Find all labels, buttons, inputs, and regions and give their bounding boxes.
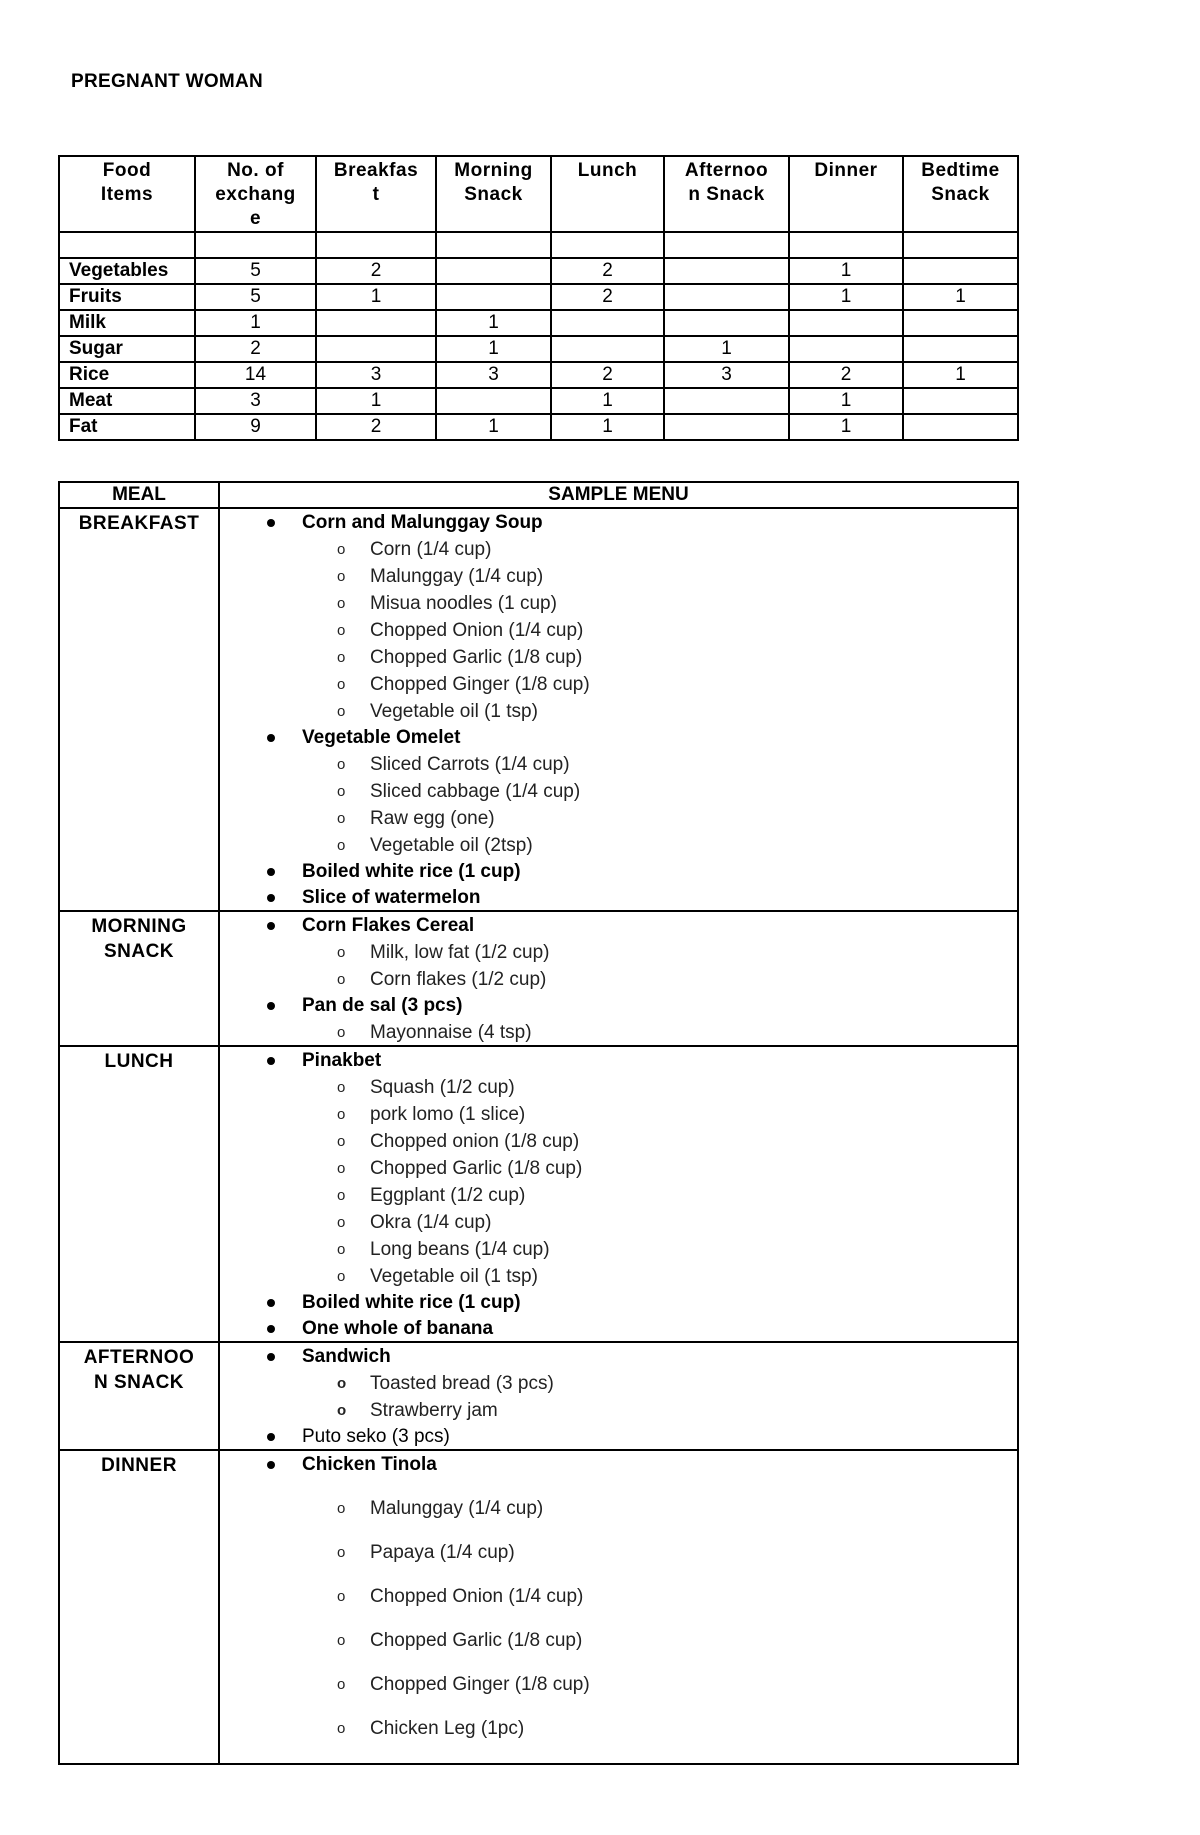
table-cell [59,232,195,258]
circle-bullet-icon: o [337,1544,346,1561]
ingredient-label: Chopped Onion (1/4 cup) [370,620,584,641]
table-row [59,414,1018,440]
ingredient-label: Sliced Carrots (1/4 cup) [370,754,570,775]
bullet-icon [267,868,275,876]
ingredient-label: Misua noodles (1 cup) [370,593,557,614]
exchange-value-cell: 1 [789,284,903,310]
meal-row [59,1046,1018,1342]
ingredient-item [60,1540,1017,1565]
meal-name-line: N SNACK [93,1372,185,1393]
bullet-icon [267,922,275,930]
exchange-value-cell: 1 [316,284,436,310]
exchange-header-line: No. of [227,160,284,181]
circle-bullet-icon: o [337,1106,346,1123]
exchange-value-cell: 2 [316,258,436,284]
ingredient-label: Vegetable oil (1 tsp) [370,1266,538,1287]
ingredient-label: Chicken Leg (1pc) [370,1718,525,1739]
ingredient-label: Corn (1/4 cup) [370,539,492,560]
circle-bullet-icon: o [337,1268,346,1285]
exchange-table-header-row [59,156,1018,232]
spacer [220,1741,1017,1763]
menu-item [60,1344,1017,1369]
exchange-value-cell: 1 [316,388,436,414]
menu-item-label: Boiled white rice (1 cup) [302,861,521,882]
circle-bullet-icon: o [337,1160,346,1177]
ingredient-label: Malunggay (1/4 cup) [370,566,544,587]
ingredient-label: Raw egg (one) [370,808,495,829]
table-cell [551,232,664,258]
circle-bullet-icon: o [337,622,346,639]
ingredient-label: Eggplant (1/2 cup) [370,1185,526,1206]
exchange-value-cell: 2 [551,258,664,284]
exchange-value-cell: 1 [436,310,551,336]
ingredient-label: Chopped Ginger (1/8 cup) [370,1674,590,1695]
exchange-value-cell [551,336,664,362]
exchange-value-cell [903,310,1018,336]
meal-row [59,1450,1018,1764]
menu-item [60,1290,1017,1315]
ingredient-label: Mayonnaise (4 tsp) [370,1022,532,1043]
ingredient-item [60,1371,1017,1396]
circle-bullet-icon: o [337,676,346,693]
exchange-header-line: n Snack [688,184,765,205]
menu-item [60,859,1017,884]
circle-bullet-icon: o [337,541,346,558]
circle-bullet-icon: o [337,1632,346,1649]
exchange-value-cell [664,258,789,284]
meal-name-line: DINNER [101,1455,177,1476]
food-item-cell: Milk [59,310,195,336]
exchange-value-cell: 1 [436,414,551,440]
food-item-cell: Fat [59,414,195,440]
exchange-value-cell: 9 [195,414,316,440]
circle-bullet-icon: o [337,1214,346,1231]
exchange-value-cell [789,310,903,336]
ingredient-item [60,1129,1017,1154]
circle-bullet-icon: o [337,1187,346,1204]
exchange-header-line: Food [102,160,152,181]
exchange-header-line: Lunch [577,160,638,181]
exchange-header-line: Items [100,184,154,205]
exchange-value-cell [903,414,1018,440]
bullet-icon [267,519,275,527]
circle-bullet-icon: o [337,1588,346,1605]
meal-row [59,1342,1018,1450]
ingredient-item [60,591,1017,616]
ingredient-label: Vegetable oil (2tsp) [370,835,533,856]
exchange-header-cell [195,156,316,232]
table-cell [903,232,1018,258]
circle-bullet-icon: o [337,810,346,827]
circle-bullet-icon: o [337,837,346,854]
exchange-value-cell: 1 [903,284,1018,310]
exchange-header-line: Breakfas [333,160,419,181]
menu-item-label: Slice of watermelon [302,887,481,908]
ingredient-label: Chopped Onion (1/4 cup) [370,1586,584,1607]
ingredient-label: pork lomo (1 slice) [370,1104,526,1125]
exchange-value-cell: 5 [195,284,316,310]
exchange-value-cell: 2 [551,362,664,388]
menu-item-label: Chicken Tinola [302,1454,437,1475]
bullet-icon [267,1325,275,1333]
circle-bullet-icon: o [337,1375,347,1392]
table-row [59,258,1018,284]
circle-bullet-icon: o [337,1079,346,1096]
exchange-value-cell [551,310,664,336]
menu-item-label: One whole of banana [302,1318,494,1339]
menu-item [60,1424,1017,1449]
table-cell [316,232,436,258]
exchange-value-cell [436,258,551,284]
sample-menu-cell [219,508,1018,911]
ingredient-label: Papaya (1/4 cup) [370,1542,515,1563]
exchange-value-cell [436,284,551,310]
circle-bullet-icon: o [337,944,346,961]
table-row [59,336,1018,362]
circle-bullet-icon: o [337,1133,346,1150]
circle-bullet-icon: o [337,649,346,666]
ingredient-item [60,537,1017,562]
exchange-value-cell: 1 [551,414,664,440]
ingredient-label: Milk, low fat (1/2 cup) [370,942,550,963]
menu-item [60,1048,1017,1073]
exchange-header-line: Afternoo [684,160,769,181]
circle-bullet-icon: o [337,1241,346,1258]
table-row [59,362,1018,388]
ingredient-label: Squash (1/2 cup) [370,1077,515,1098]
menu-item-label: Corn Flakes Cereal [302,915,475,936]
ingredient-item [60,1075,1017,1100]
exchange-value-cell: 3 [316,362,436,388]
meal-row [59,508,1018,911]
exchange-value-cell: 1 [903,362,1018,388]
ingredient-label: Long beans (1/4 cup) [370,1239,550,1260]
ingredient-label: Chopped Garlic (1/8 cup) [370,1158,583,1179]
ingredient-item [60,1210,1017,1235]
exchange-header-line: e [249,208,262,229]
exchange-header-cell [664,156,789,232]
exchange-table [58,155,1019,441]
circle-bullet-icon: o [337,595,346,612]
ingredient-item [60,645,1017,670]
ingredient-label: Chopped Garlic (1/8 cup) [370,1630,583,1651]
exchange-value-cell [903,258,1018,284]
bullet-icon [267,1433,275,1441]
bullet-icon [267,1353,275,1361]
exchange-value-cell: 1 [789,258,903,284]
ingredient-item [60,699,1017,724]
exchange-header-line: Snack [931,184,990,205]
ingredient-item [60,1496,1017,1521]
menu-item [60,725,1017,750]
menu-item [60,510,1017,535]
exchange-value-cell [436,388,551,414]
circle-bullet-icon: o [337,1024,346,1041]
menu-header-sample-menu: SAMPLE MENU [219,482,1018,508]
food-item-cell: Meat [59,388,195,414]
meal-name-line: BREAKFAST [78,513,200,534]
exchange-value-cell: 14 [195,362,316,388]
exchange-header-cell [551,156,664,232]
food-item-cell: Vegetables [59,258,195,284]
table-row [59,388,1018,414]
ingredient-item [60,1398,1017,1423]
food-item-cell: Fruits [59,284,195,310]
exchange-value-cell [664,310,789,336]
food-item-cell: Sugar [59,336,195,362]
ingredient-label: Chopped onion (1/8 cup) [370,1131,580,1152]
page-title: PREGNANT WOMAN [71,71,264,92]
menu-item [60,1452,1017,1477]
menu-item [60,885,1017,910]
exchange-header-line: Snack [464,184,523,205]
ingredient-label: Sliced cabbage (1/4 cup) [370,781,581,802]
ingredient-item [60,1020,1017,1045]
exchange-header-cell [436,156,551,232]
exchange-value-cell: 2 [195,336,316,362]
bullet-icon [267,734,275,742]
ingredient-label: Corn flakes (1/2 cup) [370,969,547,990]
bullet-icon [267,1002,275,1010]
ingredient-label: Chopped Ginger (1/8 cup) [370,674,590,695]
exchange-value-cell: 1 [789,388,903,414]
ingredient-item [60,940,1017,965]
circle-bullet-icon: o [337,1402,347,1419]
exchange-value-cell: 1 [436,336,551,362]
menu-list [60,1452,1017,1741]
exchange-value-cell [664,284,789,310]
food-item-cell: Rice [59,362,195,388]
menu-item-label: Boiled white rice (1 cup) [302,1292,521,1313]
bullet-icon [267,894,275,902]
menu-list [60,1048,1017,1341]
menu-list [60,1344,1017,1449]
exchange-value-cell [316,336,436,362]
exchange-value-cell [789,336,903,362]
sample-menu-cell [219,1450,1018,1764]
menu-list [60,510,1017,910]
ingredient-item [60,564,1017,589]
sample-menu-cell [219,1342,1018,1450]
exchange-blank-row [59,232,1018,258]
ingredient-item [60,833,1017,858]
exchange-value-cell [903,388,1018,414]
exchange-value-cell: 3 [195,388,316,414]
ingredient-item [60,1584,1017,1609]
menu-item-label: Pinakbet [302,1050,382,1071]
meal-name-line: SNACK [103,941,175,962]
exchange-value-cell: 1 [789,414,903,440]
circle-bullet-icon: o [337,1720,346,1737]
exchange-header-line: exchang [215,184,296,205]
ingredient-item [60,967,1017,992]
exchange-header-cell [59,156,195,232]
table-cell [195,232,316,258]
exchange-header-cell [789,156,903,232]
meal-name-line: LUNCH [104,1051,174,1072]
exchange-header-line: Bedtime [921,160,1000,181]
bullet-icon [267,1461,275,1469]
ingredient-item [60,618,1017,643]
circle-bullet-icon: o [337,1676,346,1693]
ingredient-label: Toasted bread (3 pcs) [370,1373,554,1394]
table-cell [436,232,551,258]
bullet-icon [267,1299,275,1307]
ingredient-item [60,1716,1017,1741]
menu-table [58,481,1019,1765]
ingredient-item [60,1264,1017,1289]
ingredient-label: Malunggay (1/4 cup) [370,1498,544,1519]
exchange-header-cell [316,156,436,232]
exchange-value-cell: 1 [664,336,789,362]
menu-item-label: Sandwich [302,1346,391,1367]
table-row [59,284,1018,310]
exchange-value-cell [664,388,789,414]
menu-table-header-row [59,482,1018,508]
exchange-value-cell: 1 [195,310,316,336]
table-cell [664,232,789,258]
circle-bullet-icon: o [337,756,346,773]
ingredient-item [60,806,1017,831]
ingredient-item [60,1102,1017,1127]
menu-header-meal: MEAL [59,482,219,508]
circle-bullet-icon: o [337,783,346,800]
meal-name-line: MORNING [91,916,187,937]
circle-bullet-icon: o [337,1500,346,1517]
exchange-value-cell: 3 [436,362,551,388]
menu-item [60,913,1017,938]
ingredient-item [60,752,1017,777]
ingredient-item [60,1672,1017,1697]
circle-bullet-icon: o [337,568,346,585]
exchange-value-cell: 2 [551,284,664,310]
ingredient-item [60,1628,1017,1653]
menu-item-label: Puto seko (3 pcs) [302,1426,450,1447]
exchange-value-cell: 2 [316,414,436,440]
table-cell [789,232,903,258]
exchange-value-cell [903,336,1018,362]
ingredient-label: Chopped Garlic (1/8 cup) [370,647,583,668]
menu-item-label: Corn and Malunggay Soup [302,512,543,533]
sample-menu-cell [219,1046,1018,1342]
exchange-value-cell: 3 [664,362,789,388]
bullet-icon [267,1057,275,1065]
exchange-header-line: t [372,184,380,205]
exchange-value-cell [664,414,789,440]
table-row [59,310,1018,336]
exchange-value-cell [316,310,436,336]
exchange-value-cell: 5 [195,258,316,284]
ingredient-label: Vegetable oil (1 tsp) [370,701,538,722]
ingredient-item [60,1183,1017,1208]
meal-row [59,911,1018,1046]
meal-name-line: AFTERNOO [83,1347,195,1368]
circle-bullet-icon: o [337,703,346,720]
ingredient-item [60,779,1017,804]
circle-bullet-icon: o [337,971,346,988]
menu-list [60,913,1017,1045]
ingredient-label: Strawberry jam [370,1400,498,1421]
exchange-header-line: Morning [454,160,533,181]
menu-item [60,1316,1017,1341]
ingredient-label: Okra (1/4 cup) [370,1212,492,1233]
sample-menu-cell [219,911,1018,1046]
exchange-value-cell: 2 [789,362,903,388]
menu-item [60,993,1017,1018]
ingredient-item [60,1237,1017,1262]
ingredient-item [60,672,1017,697]
exchange-value-cell: 1 [551,388,664,414]
exchange-header-cell [903,156,1018,232]
ingredient-item [60,1156,1017,1181]
menu-item-label: Vegetable Omelet [302,727,461,748]
exchange-header-line: Dinner [814,160,878,181]
menu-item-label: Pan de sal (3 pcs) [302,995,463,1016]
